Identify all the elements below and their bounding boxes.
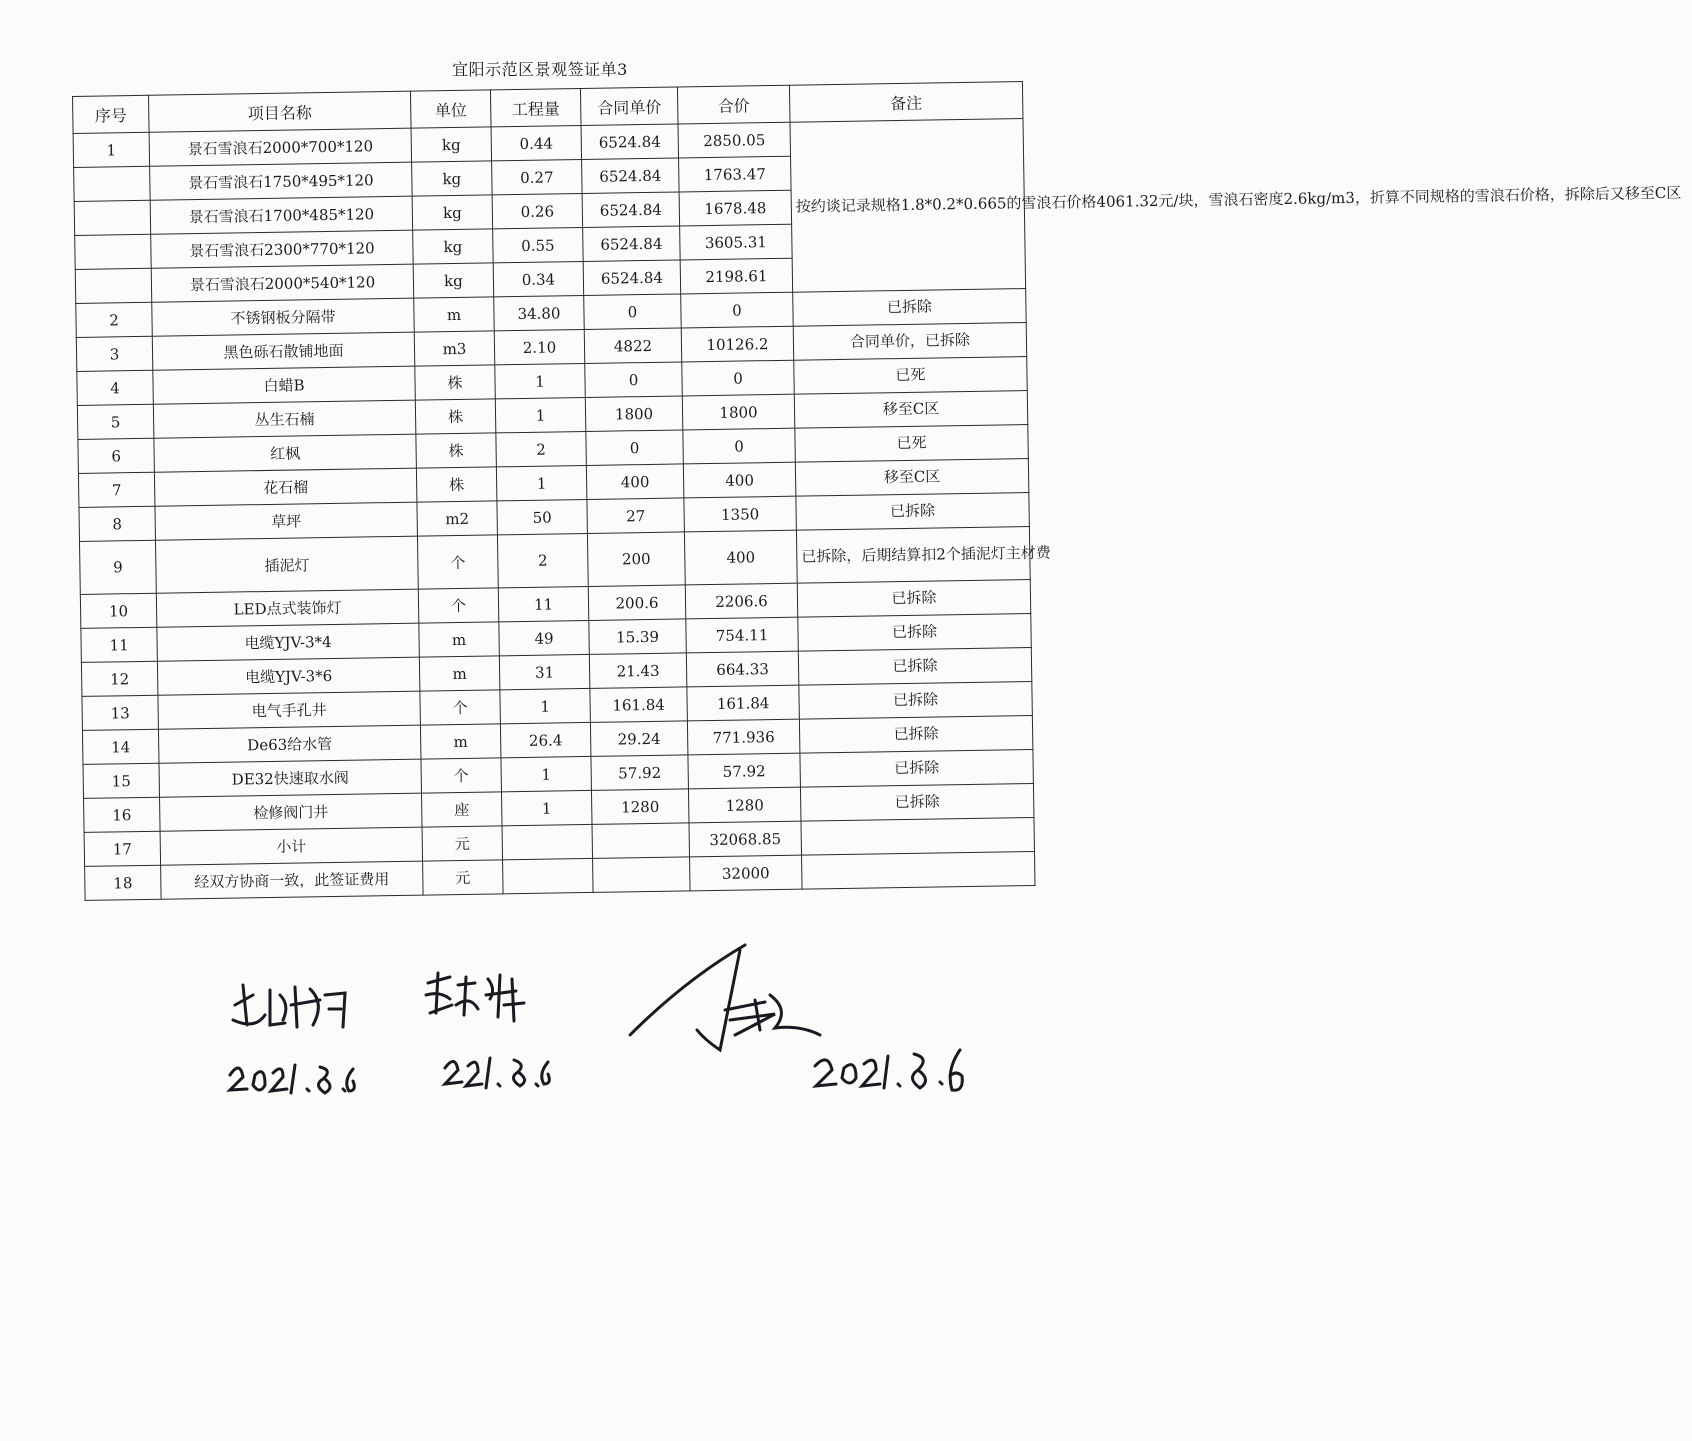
cell-price: 0	[586, 430, 684, 466]
cell-unit: 株	[415, 399, 496, 434]
signature-3-date-mark	[810, 1040, 980, 1100]
header-name: 项目名称	[148, 91, 411, 132]
cell-price: 57.92	[591, 755, 689, 791]
cell-name: 景石雪浪石2300*770*120	[151, 230, 414, 268]
cell-price: 161.84	[590, 687, 688, 723]
cell-total: 1800	[682, 394, 795, 430]
cell-note: 移至C区	[794, 391, 1028, 429]
cell-unit: 个	[421, 758, 502, 793]
cell-price	[592, 823, 690, 859]
signature-3-mark	[625, 940, 825, 1060]
cell-price: 4822	[584, 328, 682, 364]
cell-note: 已拆除	[796, 493, 1030, 531]
cell-name: 小计	[160, 827, 423, 865]
cell-name: 景石雪浪石2000*700*120	[149, 128, 412, 166]
cell-qty: 1	[501, 790, 592, 825]
cell-qty: 2	[496, 431, 587, 466]
cell-price	[593, 857, 691, 893]
cell-price: 29.24	[590, 721, 688, 757]
cell-no: 2	[76, 302, 153, 337]
cell-unit: m	[419, 656, 500, 691]
cell-name: 红枫	[154, 434, 417, 472]
signature-3	[625, 940, 825, 1064]
cell-no	[74, 166, 151, 201]
cell-total: 3605.31	[680, 224, 793, 260]
cell-price: 6524.84	[583, 226, 681, 262]
cell-no: 10	[80, 593, 157, 628]
cell-total: 400	[683, 462, 796, 498]
cell-note: 已死	[795, 425, 1029, 463]
cell-unit: kg	[413, 229, 494, 264]
cell-qty: 1	[495, 363, 586, 398]
visa-table-wrap	[72, 81, 1682, 901]
signature-1-mark	[225, 975, 355, 1035]
cell-qty: 0.26	[492, 193, 583, 228]
header-price: 合同单价	[580, 87, 678, 126]
header-no: 序号	[73, 95, 150, 133]
cell-total: 1280	[688, 787, 801, 823]
signature-2	[420, 965, 540, 1034]
page-title: 宜阳示范区景观签证单3	[452, 60, 628, 79]
cell-unit: m	[419, 622, 500, 657]
cell-note: 已拆除	[798, 648, 1032, 686]
cell-qty: 11	[498, 586, 589, 621]
cell-name: 检修阀门井	[160, 793, 423, 831]
cell-name: 景石雪浪石1750*495*120	[150, 162, 413, 200]
cell-unit: kg	[411, 127, 492, 162]
cell-total: 32000	[690, 855, 803, 891]
cell-no: 12	[81, 661, 158, 696]
cell-qty: 0.55	[493, 227, 584, 262]
cell-price: 6524.84	[582, 158, 680, 194]
cell-unit: m3	[414, 331, 495, 366]
cell-price: 0	[585, 362, 683, 398]
cell-price: 200.6	[588, 585, 686, 621]
cell-name: 黑色砾石散铺地面	[152, 332, 415, 370]
cell-name: 花石榴	[154, 468, 417, 506]
cell-no: 11	[81, 627, 158, 662]
cell-qty: 50	[497, 499, 588, 534]
cell-note: 已拆除	[799, 715, 1033, 753]
cell-total: 161.84	[687, 685, 800, 721]
cell-qty: 34.80	[494, 295, 585, 330]
cell-name: 景石雪浪石1700*485*120	[150, 196, 413, 234]
cell-qty: 2	[497, 533, 588, 587]
cell-qty: 1	[500, 688, 591, 723]
cell-qty: 31	[499, 654, 590, 689]
cell-total: 0	[681, 292, 794, 328]
cell-qty	[503, 858, 594, 893]
cell-unit: 株	[415, 365, 496, 400]
header-unit: 单位	[410, 90, 491, 128]
cell-no: 1	[73, 132, 150, 167]
cell-total: 400	[684, 530, 797, 585]
cell-name: 草坪	[155, 502, 418, 540]
cell-total: 0	[682, 360, 795, 396]
cell-unit: 个	[420, 690, 501, 725]
cell-note: 移至C区	[795, 459, 1029, 497]
signature-2-date	[440, 1050, 560, 1099]
cell-total: 32068.85	[689, 821, 802, 857]
signature-1-date-mark	[225, 1055, 355, 1100]
cell-total: 2206.6	[685, 583, 798, 619]
header-qty: 工程量	[490, 89, 581, 127]
cell-total: 1763.47	[679, 156, 792, 192]
cell-qty: 0.27	[492, 160, 583, 195]
cell-no	[75, 268, 152, 303]
cell-unit: kg	[412, 161, 493, 196]
cell-total: 2850.05	[678, 122, 791, 158]
cell-unit: 元	[423, 860, 504, 895]
cell-note: 合同单价，已拆除	[793, 323, 1027, 361]
cell-no: 4	[77, 370, 154, 405]
cell-no: 17	[84, 831, 161, 866]
cell-price: 200	[587, 532, 685, 587]
cell-qty: 49	[499, 620, 590, 655]
signature-3-date	[810, 1040, 980, 1104]
cell-note: 已拆除	[798, 614, 1032, 652]
cell-name: 电缆YJV-3*6	[157, 657, 420, 695]
cell-price: 1280	[591, 789, 689, 825]
cell-total: 57.92	[688, 753, 801, 789]
cell-qty: 0.34	[493, 261, 584, 296]
stone-note: 按约谈记录规格1.8*0.2*0.665的雪浪石价格4061.32元/块，雪浪石密度2.6kg/m3，折算不同规格的雪浪石价格，拆除后又移至C区	[790, 119, 1026, 293]
cell-name: DE32快速取水阀	[159, 759, 422, 797]
cell-unit: 株	[416, 467, 497, 502]
cell-note: 已拆除	[799, 681, 1033, 719]
signature-2-date-mark	[440, 1050, 560, 1095]
cell-qty: 1	[496, 465, 587, 500]
cell-price: 21.43	[589, 653, 687, 689]
cell-no: 6	[78, 438, 155, 473]
cell-no: 8	[79, 506, 156, 541]
cell-no: 3	[76, 336, 153, 371]
cell-name: 插泥灯	[155, 536, 418, 593]
cell-unit: m2	[417, 501, 498, 536]
cell-price: 6524.84	[583, 260, 681, 296]
cell-name: 景石雪浪石2000*540*120	[151, 264, 414, 302]
cell-no: 5	[77, 404, 154, 439]
cell-name: 电缆YJV-3*4	[157, 623, 420, 661]
cell-price: 6524.84	[582, 192, 680, 228]
cell-price: 15.39	[589, 619, 687, 655]
cell-price: 1800	[585, 396, 683, 432]
cell-note	[802, 851, 1036, 889]
cell-qty: 2.10	[494, 329, 585, 364]
cell-unit: 株	[416, 433, 497, 468]
cell-total: 1350	[684, 496, 797, 532]
cell-no: 15	[83, 763, 160, 798]
cell-qty: 0.44	[491, 126, 582, 161]
cell-no: 14	[82, 729, 159, 764]
cell-qty: 1	[495, 397, 586, 432]
cell-note: 已拆除，后期结算扣2个插泥灯主材费	[796, 527, 1030, 584]
cell-note: 已拆除	[793, 289, 1027, 327]
cell-no: 16	[84, 797, 161, 832]
cell-unit: 个	[418, 588, 499, 623]
signature-1-date	[225, 1055, 355, 1104]
cell-name: 电气手孔井	[158, 691, 421, 729]
cell-total: 754.11	[686, 617, 799, 653]
cell-total: 664.33	[686, 651, 799, 687]
cell-total: 10126.2	[681, 326, 794, 362]
cell-note: 已拆除	[797, 580, 1031, 618]
cell-note: 已拆除	[800, 783, 1034, 821]
cell-note: 已死	[794, 357, 1028, 395]
cell-no: 13	[82, 695, 159, 730]
cell-name: 白蜡B	[153, 366, 416, 404]
signature-1	[225, 975, 355, 1039]
cell-price: 27	[587, 498, 685, 534]
cell-no: 9	[79, 540, 156, 594]
cell-name: LED点式装饰灯	[156, 589, 419, 627]
cell-unit: m	[420, 724, 501, 759]
cell-name: 不锈钢板分隔带	[152, 298, 415, 336]
cell-no	[74, 200, 151, 235]
cell-total: 771.936	[687, 719, 800, 755]
cell-total: 1678.48	[679, 190, 792, 226]
cell-unit: kg	[413, 263, 494, 298]
cell-unit: 座	[421, 792, 502, 827]
cell-price: 6524.84	[581, 124, 679, 160]
cell-name: 经双方协商一致，此签证费用	[161, 861, 424, 899]
cell-no	[75, 234, 152, 269]
cell-name: 丛生石楠	[153, 400, 416, 438]
header-total: 合价	[677, 85, 790, 124]
cell-unit: m	[414, 297, 495, 332]
cell-note: 已拆除	[800, 749, 1034, 787]
visa-table	[72, 81, 1682, 901]
header-note: 备注	[789, 82, 1023, 123]
cell-unit: 个	[417, 535, 498, 589]
cell-total: 0	[683, 428, 796, 464]
cell-no: 18	[85, 865, 162, 900]
cell-total: 2198.61	[680, 258, 793, 294]
signature-2-mark	[420, 965, 540, 1030]
cell-unit: kg	[412, 195, 493, 230]
cell-no: 7	[78, 472, 155, 507]
cell-price: 400	[586, 464, 684, 500]
cell-price: 0	[584, 294, 682, 330]
cell-note	[801, 817, 1035, 855]
cell-qty: 1	[501, 756, 592, 791]
cell-name: De63给水管	[158, 725, 421, 763]
cell-qty: 26.4	[500, 722, 591, 757]
cell-qty	[502, 824, 593, 859]
cell-unit: 元	[422, 826, 503, 861]
